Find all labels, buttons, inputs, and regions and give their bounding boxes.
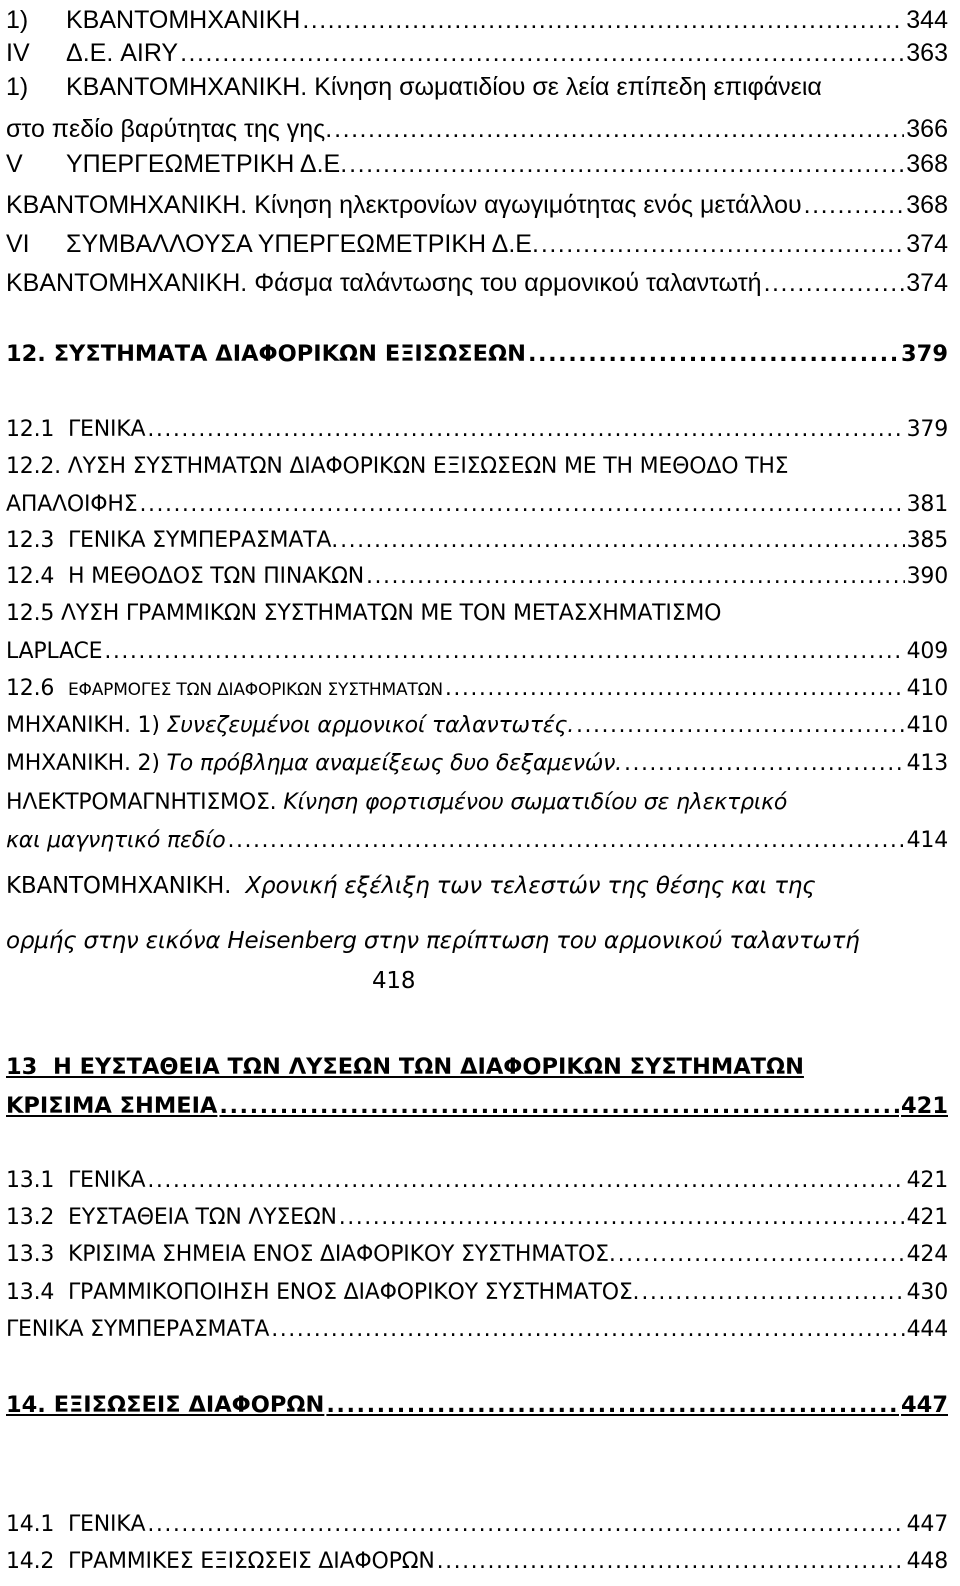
- toc-entry[interactable]: [6, 225, 948, 263]
- toc-chapter-entry[interactable]: [6, 1386, 948, 1424]
- toc-page-number: 410: [906, 713, 948, 738]
- toc-title: ΚΡΙΣΙΜΑ ΣΗΜΕΙΑ: [6, 1093, 218, 1119]
- toc-page-number: 414: [906, 828, 948, 853]
- dot-leader: [576, 707, 905, 745]
- toc-chapter-entry[interactable]: [6, 1087, 948, 1125]
- toc-entry[interactable]: [6, 745, 948, 783]
- toc-entry[interactable]: [6, 867, 948, 905]
- toc-number: IV: [6, 39, 30, 67]
- toc-entry[interactable]: [6, 1199, 948, 1237]
- toc-number: 12.1: [6, 417, 55, 442]
- dot-leader: [804, 186, 905, 224]
- toc-page-number: 444: [906, 1317, 948, 1342]
- toc-page-number: 430: [906, 1280, 948, 1305]
- toc-chapter-entry[interactable]: [6, 335, 948, 373]
- toc-page-number: 424: [906, 1242, 948, 1267]
- dot-leader: [437, 1543, 905, 1581]
- toc-page-number: 421: [906, 1168, 948, 1193]
- toc-entry[interactable]: [6, 707, 948, 745]
- toc-page-number: 374: [906, 230, 948, 258]
- toc-title: ΓΕΝΙΚΑ ΣΥΜΠΕΡΑΣΜΑΤΑ: [6, 1317, 270, 1342]
- toc-page-number: 447: [901, 1392, 948, 1418]
- toc-title: ΣΥΜΒΑΛΛΟΥΣΑ ΥΠΕΡΓΕΩΜΕΤΡΙΚΗ Δ.Ε.: [66, 230, 539, 258]
- toc-entry[interactable]: [6, 264, 948, 302]
- toc-title: ΓΕΝΙΚΑ: [68, 1512, 146, 1537]
- toc-number: 12.3: [6, 528, 55, 553]
- toc-entry[interactable]: [6, 1274, 948, 1312]
- toc-number: 1): [6, 6, 29, 34]
- toc-entry[interactable]: [6, 1236, 948, 1274]
- toc-entry[interactable]: [6, 1543, 948, 1581]
- toc-entry[interactable]: [6, 1506, 948, 1544]
- toc-chapter-entry[interactable]: [6, 1048, 948, 1086]
- toc-title: ΚΒΑΝΤΟΜΗΧΑΝΙΚΗ: [66, 6, 301, 34]
- dot-leader: [541, 225, 904, 263]
- toc-page-number: 379: [901, 341, 948, 367]
- toc-title: ΓΡΑΜΜΙΚΟΠΟΙΗΣΗ ΕΝΟΣ ΔΙΑΦΟΡΙΚΟΥ ΣΥΣΤΗΜΑΤΟΣ.: [68, 1280, 640, 1305]
- toc-page-number: 421: [906, 1205, 948, 1230]
- toc-number: 14.1: [6, 1512, 55, 1537]
- toc-title: ΚΡΙΣΙΜΑ ΣΗΜΕΙΑ ΕΝΟΣ ΔΙΑΦΟΡΙΚΟΥ ΣΥΣΤΗΜΑΤΟΣ.: [68, 1242, 616, 1267]
- toc-title-italic: Κίνηση φορτισμένου σωματιδίου σε ηλεκτρικό: [283, 790, 788, 815]
- toc-title: ΓΡΑΜΜΙΚΕΣ ΕΞΙΣΩΣΕΙΣ ΔΙΑΦΟΡΩΝ: [68, 1549, 435, 1574]
- toc-page-number-line[interactable]: [372, 962, 452, 1000]
- toc-title: ΓΕΝΙΚΑ ΣΥΜΠΕΡΑΣΜΑΤΑ.: [68, 528, 339, 553]
- toc-page-number: 366: [906, 115, 948, 143]
- dot-leader: [366, 558, 905, 596]
- dot-leader: [624, 745, 905, 783]
- dot-leader: [219, 1087, 899, 1125]
- toc-entry[interactable]: [6, 670, 948, 708]
- toc-entry[interactable]: [6, 558, 948, 596]
- toc-title-italic: Το πρόβλημα αναμείξεως δυο δεξαμενών.: [166, 751, 622, 776]
- toc-page-number: 379: [906, 417, 948, 442]
- dot-leader: [445, 670, 905, 708]
- toc-page-number: 409: [906, 639, 948, 664]
- dot-leader: [339, 1199, 905, 1237]
- toc-title-italic: και μαγνητικό πεδίο: [6, 828, 226, 853]
- toc-entry[interactable]: [6, 633, 948, 671]
- dot-leader: [147, 1506, 904, 1544]
- toc-entry[interactable]: [6, 522, 948, 560]
- toc-entry[interactable]: [6, 411, 948, 449]
- toc-title: 12.5 ΛΥΣΗ ΓΡΑΜΜΙΚΩΝ ΣΥΣΤΗΜΑΤΩΝ ΜΕ ΤΟΝ ΜΕΤΑΣΧΗΜΑΤΙΣΜΟ: [6, 601, 722, 626]
- toc-entry[interactable]: [6, 486, 948, 524]
- toc-entry[interactable]: [6, 822, 948, 860]
- toc-page-number: 421: [901, 1093, 948, 1119]
- toc-title: 13 Η ΕΥΣΤΑΘΕΙΑ ΤΩΝ ΛΥΣΕΩΝ ΤΩΝ ΔΙΑΦΟΡΙΚΩΝ ΣΥΣΤΗΜΑΤΩΝ: [6, 1054, 804, 1080]
- dot-leader: [340, 522, 905, 560]
- toc-entry[interactable]: [6, 68, 948, 106]
- toc-page-number: 448: [906, 1549, 948, 1574]
- dot-leader: [349, 145, 904, 183]
- toc-page-number: 390: [906, 564, 948, 589]
- toc-entry[interactable]: [6, 1162, 948, 1200]
- toc-page-number: 368: [906, 191, 948, 219]
- toc-title: 14. ΕΞΙΣΩΣΕΙΣ ΔΙΑΦΟΡΩΝ: [6, 1392, 325, 1418]
- toc-number: 13.3: [6, 1242, 55, 1267]
- toc-entry[interactable]: [6, 448, 948, 486]
- toc-title: LAPLACE: [6, 639, 103, 664]
- toc-title: Η ΜΕΘΟΔΟΣ ΤΩΝ ΠΙΝΑΚΩΝ: [68, 564, 365, 589]
- toc-number: 13.2: [6, 1205, 55, 1230]
- toc-title: ΓΕΝΙΚΑ: [68, 417, 146, 442]
- toc-page-number: 374: [906, 269, 948, 297]
- toc-title-italic: Χρονική εξέλιξη των τελεστών της θέσης και της: [245, 873, 816, 899]
- toc-page-number: 410: [906, 676, 948, 701]
- toc-entry[interactable]: [6, 186, 948, 224]
- toc-number: VI: [6, 230, 30, 258]
- toc-title-italic: Συνεζευμένοι αρμονικοί ταλαντωτές.: [166, 713, 574, 738]
- dot-leader: [326, 1386, 899, 1424]
- dot-leader: [180, 34, 904, 72]
- toc-number: 12.6: [6, 676, 55, 701]
- dot-leader: [104, 633, 904, 671]
- toc-number: V: [6, 150, 23, 178]
- toc-entry[interactable]: [6, 145, 948, 183]
- toc-entry[interactable]: [6, 595, 948, 633]
- toc-entry[interactable]: [6, 34, 948, 72]
- toc-entry[interactable]: [6, 922, 948, 960]
- dot-leader: [641, 1274, 904, 1312]
- toc-title: ΗΛΕΚΤΡΟΜΑΓΝΗΤΙΣΜΟΣ.: [6, 790, 284, 815]
- toc-title: Δ.Ε. AIRY: [66, 39, 179, 67]
- dot-leader: [147, 411, 904, 449]
- toc-number: 1): [6, 73, 29, 101]
- toc-title: ΚΒΑΝΤΟΜΗΧΑΝΙΚΗ. Κίνηση ηλεκτρονίων αγωγιμότητας ενός μετάλλου: [6, 191, 802, 219]
- toc-title: 12.2. ΛΥΣΗ ΣΥΣΤΗΜΑΤΩΝ ΔΙΑΦΟΡΙΚΩΝ ΕΞΙΣΩΣΕΩΝ ΜΕ ΤΗ ΜΕΘΟΔΟ ΤΗΣ: [6, 454, 789, 479]
- toc-title: ΥΠΕΡΓΕΩΜΕΤΡΙΚΗ Δ.Ε.: [66, 150, 348, 178]
- toc-entry[interactable]: [6, 784, 948, 822]
- toc-title: ΜΗΧΑΝΙΚΗ. 1): [6, 713, 167, 738]
- toc-number: 14.2: [6, 1549, 55, 1574]
- toc-title: ΑΠΑΛΟΙΦΗΣ: [6, 492, 138, 517]
- toc-number: 13.4: [6, 1280, 55, 1305]
- dot-leader: [139, 486, 904, 524]
- toc-page-number: 368: [906, 150, 948, 178]
- toc-page-number: 418: [372, 968, 416, 994]
- toc-title: ΓΕΝΙΚΑ: [68, 1168, 146, 1193]
- toc-number: 13.1: [6, 1168, 55, 1193]
- dot-leader: [271, 1311, 904, 1349]
- dot-leader: [227, 822, 904, 860]
- toc-title-italic: ορμής στην εικόνα Heisenberg στην περίπτωση του αρμονικού ταλαντωτή: [6, 928, 860, 954]
- toc-page-number: 381: [906, 492, 948, 517]
- toc-page-number: 447: [906, 1512, 948, 1537]
- toc-title: 12. ΣΥΣΤΗΜΑΤΑ ΔΙΑΦΟΡΙΚΩΝ ΕΞΙΣΩΣΕΩΝ: [6, 341, 526, 367]
- toc-title: ΚΒΑΝΤΟΜΗΧΑΝΙΚΗ.: [6, 873, 246, 899]
- dot-leader: [764, 264, 905, 302]
- dot-leader: [528, 335, 899, 373]
- toc-title: ΜΗΧΑΝΙΚΗ. 2): [6, 751, 167, 776]
- toc-number: 12.4: [6, 564, 55, 589]
- dot-leader: [147, 1162, 904, 1200]
- toc-page-number: 363: [906, 39, 948, 67]
- dot-leader: [618, 1236, 905, 1274]
- toc-title: ΕΦΑΡΜΟΓΕΣ ΤΩΝ ΔΙΑΦΟΡΙΚΩΝ ΣΥΣΤΗΜΑΤΩΝ: [68, 680, 443, 700]
- toc-entry[interactable]: [6, 110, 948, 148]
- toc-title: ΚΒΑΝΤΟΜΗΧΑΝΙΚΗ. Κίνηση σωματιδίου σε λεία επίπεδη επιφάνεια: [66, 73, 822, 101]
- toc-title: στο πεδίο βαρύτητας της γης.: [6, 115, 333, 143]
- toc-page-number: 344: [906, 6, 948, 34]
- dot-leader: [334, 110, 904, 148]
- toc-page-number: 413: [906, 751, 948, 776]
- toc-page-number: 385: [906, 528, 948, 553]
- toc-title: ΚΒΑΝΤΟΜΗΧΑΝΙΚΗ. Φάσμα ταλάντωσης του αρμονικού ταλαντωτή: [6, 269, 762, 297]
- toc-entry[interactable]: [6, 1311, 948, 1349]
- toc-title: ΕΥΣΤΑΘΕΙΑ ΤΩΝ ΛΥΣΕΩΝ: [68, 1205, 337, 1230]
